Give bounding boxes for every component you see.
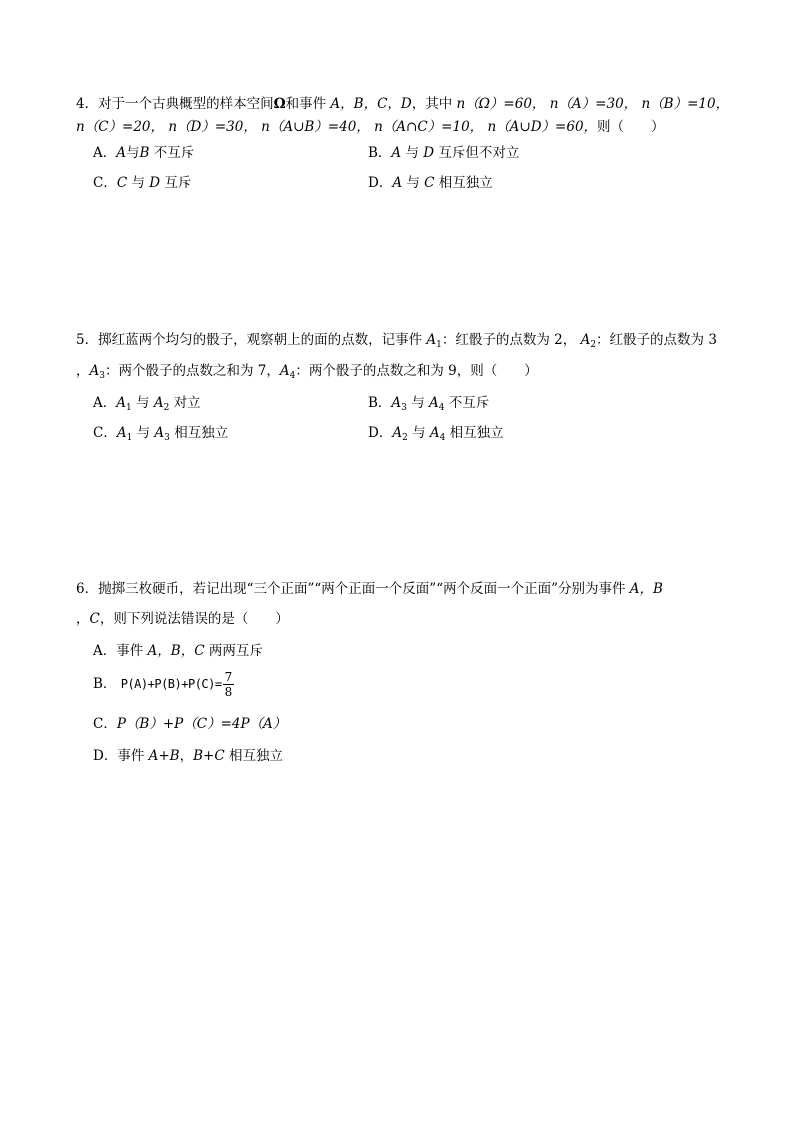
q6-option-c[interactable] (93, 714, 286, 734)
option-text: 与 (132, 425, 155, 441)
q5-option-d[interactable] (368, 423, 504, 443)
subscript: 4 (438, 403, 445, 413)
subscript: 3 (401, 403, 407, 413)
q4-option-b[interactable] (368, 143, 519, 163)
subscript: 3 (99, 371, 105, 381)
q4-stem-text: 4．对于一个古典概型的样本空间 (76, 96, 274, 112)
q5-stem-text: ：两个骰子的点数之和为 7， (104, 363, 280, 379)
q5-stem-text: 5．掷红蓝两个均匀的骰子，观察朝上的面的点数，记事件 (76, 332, 423, 348)
var: C (116, 175, 128, 191)
q4-option-a[interactable] (93, 143, 194, 163)
option-label: C． (93, 175, 117, 191)
q6-events: A，B (629, 581, 663, 597)
option-label: C． (93, 716, 117, 732)
omega-symbol: Ω (273, 96, 286, 112)
option-text: 相互独立 (169, 425, 229, 441)
q6-events: C (89, 611, 100, 627)
q4-stem-line2 (76, 117, 665, 137)
var: B+C (193, 748, 225, 764)
q4-stem-text: ，其中 (411, 96, 453, 112)
option-text: 与 (407, 425, 430, 441)
option-text: 事件 (116, 643, 148, 659)
fraction (223, 670, 235, 699)
option-label: A． (93, 643, 117, 659)
subscript: 2 (402, 433, 408, 443)
option-text: 相互独立 (445, 425, 504, 441)
q5-stem-line2 (76, 361, 538, 381)
var: A (392, 175, 403, 191)
option-text: 相互独立 (434, 175, 493, 191)
var: A (429, 395, 439, 411)
var: D (149, 175, 161, 191)
option-text: 两两互斥 (204, 643, 263, 659)
var: C (424, 175, 435, 191)
q4-n-anc: n（A∩C）=10， (374, 119, 484, 135)
q6-stem-line1 (76, 579, 663, 599)
option-label: A． (93, 145, 117, 161)
option-label: C． (93, 425, 117, 441)
subscript: 2 (590, 340, 597, 350)
var: A (116, 395, 126, 411)
q6-option-a[interactable] (93, 641, 263, 661)
option-label: B． (368, 145, 392, 161)
q4-n-c: n（C）=20， (76, 119, 165, 135)
q5-option-b[interactable] (368, 393, 489, 413)
option-text: 对立 (169, 395, 201, 411)
var: A (89, 363, 100, 379)
option-text: 与 (406, 395, 429, 411)
fraction-denominator: 8 (224, 685, 233, 699)
option-label: D． (93, 748, 118, 764)
option-text: 相互独立 (224, 748, 283, 764)
var: A (580, 332, 591, 348)
probability-formula: P(A)+P(B)+P(C)= (120, 677, 222, 691)
option-label: A． (93, 395, 117, 411)
subscript: 2 (163, 403, 170, 413)
fraction-numerator: 7 (224, 670, 233, 684)
probability-formula: P（B）+P（C）=4P（A） (116, 716, 287, 732)
q4-stem-line1 (76, 94, 729, 114)
option-text: 与 (402, 175, 425, 191)
option-label: B． (368, 395, 392, 411)
option-label: B． (93, 676, 117, 692)
option-text: 与 (126, 145, 140, 161)
var: A (279, 363, 290, 379)
subscript: 1 (126, 433, 133, 443)
q5-option-c[interactable] (93, 423, 228, 443)
subscript: 4 (289, 371, 296, 381)
subscript: 1 (436, 340, 442, 350)
q4-option-c[interactable] (93, 173, 191, 193)
var: B (139, 145, 150, 161)
subscript: 1 (126, 403, 132, 413)
q6-stem-text: ，则下列说法错误的是（ ） (99, 611, 289, 627)
q4-stem-tail: 则（ ） (597, 119, 665, 135)
var: A (429, 425, 440, 441)
q5-option-a[interactable] (93, 393, 201, 413)
q5-stem-text: ：红骰子的点数为 2， (441, 332, 577, 348)
q6-stem-text: 6．抛掷三枚硬币，若记出现“三个正面”“两个正面一个反面”“两个反面一个正面”分别为事件 (76, 581, 626, 597)
q4-events: A，B，C，D (330, 96, 412, 112)
q4-option-d[interactable] (368, 173, 493, 193)
var: A (391, 395, 402, 411)
q5-stem-text: ：两个骰子的点数之和为 9，则（ ） (295, 363, 538, 379)
var: A+B (148, 748, 180, 764)
var: A (426, 332, 437, 348)
option-text: 与 (401, 145, 424, 161)
var: A (154, 425, 165, 441)
option-text: 不互斥 (149, 145, 195, 161)
option-label: D． (368, 175, 393, 191)
var: D (423, 145, 435, 161)
q4-n-aud: n（A∪D）=60， (487, 119, 598, 135)
q4-stem-text: 和事件 (285, 96, 327, 112)
q6-option-b[interactable] (93, 670, 234, 699)
q5-stem-text: ， (76, 363, 90, 379)
q4-n-d: n（D）=30， (168, 119, 257, 135)
var: A (153, 395, 164, 411)
q4-n-a: n（A）=30， (549, 96, 638, 112)
q5-stem-text: ：红骰子的点数为 3 (596, 332, 717, 348)
subscript: 3 (164, 433, 170, 443)
var: A (392, 425, 403, 441)
option-text: 事件 (117, 748, 149, 764)
var: A (116, 425, 127, 441)
q4-n-omega: n（Ω）=60， (456, 96, 546, 112)
option-text: 与 (127, 175, 150, 191)
option-text: 互斥 (160, 175, 192, 191)
option-label: D． (368, 425, 393, 441)
var: A (116, 145, 126, 161)
option-text: 互斥但不对立 (434, 145, 520, 161)
q6-option-d[interactable] (93, 746, 283, 766)
q4-n-b: n（B）=10， (641, 96, 730, 112)
option-text: ， (179, 748, 194, 764)
option-text: 不互斥 (444, 395, 490, 411)
var: A (391, 145, 402, 161)
q4-n-aub: n（A∪B）=40， (261, 119, 370, 135)
option-text: 与 (131, 395, 154, 411)
subscript: 4 (439, 433, 446, 443)
q5-stem-line1 (76, 330, 717, 350)
q6-stem-line2 (76, 609, 289, 629)
var: A，B，C (147, 643, 205, 659)
q6-stem-text: ， (76, 611, 90, 627)
